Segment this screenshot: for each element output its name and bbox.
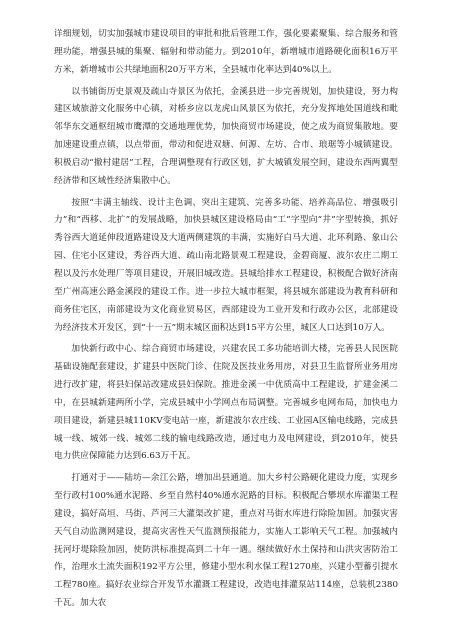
paragraph: 加快新行政中心、综合商贸市场建设，兴建农民工多功能培训大楼，完善县人民医院基础设施配套建设，扩建县中医院门诊、住院及医技业务用房，对县卫生监督所业务用房进行改扩建，将县妇保站改建成县妇保院。推进金溪一中优质高中工程建设，扩建金溪二中，在县城新建两所小学，完成县城中小学网点布局调整。完善城乡电网布局，加快电力项目建设，新建县城110KV变电站一座，新建波尔农庄线、工业园A区输电线路，完成县城一线、城郊一线、城郊二线的输电线路改造，通过电力及电网建设，到2010年，使县电力供应保障能力达到6.63万千瓦。 [54, 344, 398, 462]
paragraph: 以书铺街历史景观及疏山寺景区为依托，金溪县进一步完善规划，加快建设，努力构建区域旅游文化服务中心镇，对桥乡应以龙虎山风景区为依托，充分发挥地处国道线和毗邻华东交通枢纽城市鹰潭的交通地理优势，加快商贸市场建设，使之成为商贸集散地。要加速建设重点镇，以点带面，带动和促进双塘、何源、左坊、合市、琅琚等小城镇建设。积极启动“撤村建居”工程，合理调整现有行政区划，扩大城镇发展空间，建设东西两翼型经济带和区域性经济集散中心。 [54, 86, 398, 186]
paragraph: 打通对于——陆坊—余江公路，增加出县通道。加大乡村公路硬化建设力度，实现乡至行政村100%通水泥路、乡至自然村40%通水泥路的目标。积极配合攀坝水库灌渠工程建设，搞好高垣、马街、芦河三大灌渠改扩建，重点对马街水库进行除险加固。加强灾害天气自动监测网建设，提高灾害性天气监测预报能力，实施人工影响天气工程。加强城内抚河圩堤除险加固，使防洪标准提高到二十年一遇。继续做好水土保持和山洪灾害防治工作，治理水土流失面积192平方公里，修建小型水利水保工程1270座，兴建小型蓄引提水工程780座。搞好农业综合开发节水灌溉工程建设，改造电排灌泵站114座，总装机2380千瓦。加大农 [54, 473, 398, 609]
paragraph: 详细规划，切实加强城市建设项目的审批和批后管理工作，强化要素聚集、综合服务和管理功能，增强县城的集聚、辐射和带动能力。到2010年，新增城市道路硬化面积16万平方米，新增城市公共绿地面积20万平方米，全县城市化率达到40%以上。 [54, 29, 398, 75]
paragraph: 按照“丰满主轴线、设计主色调、突出主建筑、完善多功能、培养高品位、增强吸引力”和“西移、北扩”的发展战略，加快县城区建设格局由“工”字型向“井”字型转换，抓好秀谷西大道延伸段道路建设及大道两侧建筑的丰满，实施好白马大道、北环利路、象山公园、住宅小区建设，秀谷西大道、疏山南北路景观工程建设，金碧商厦、波尔农庄二期工程以及污水处理厂等项目建设，开展旧城改造。县城给排水工程建设，积极配合做好济南至广州高速公路金溪段的建设工作。进一步拉大城市框架，将县城东部建设为教育科研和商务住宅区，南部建设为文化商业贸易区，西部建设为工业开发和行政办公区，北部建设为经济技术开发区，到“十一五”期末城区面积达到15平方公里，城区人口达到10万人。 [54, 197, 398, 333]
